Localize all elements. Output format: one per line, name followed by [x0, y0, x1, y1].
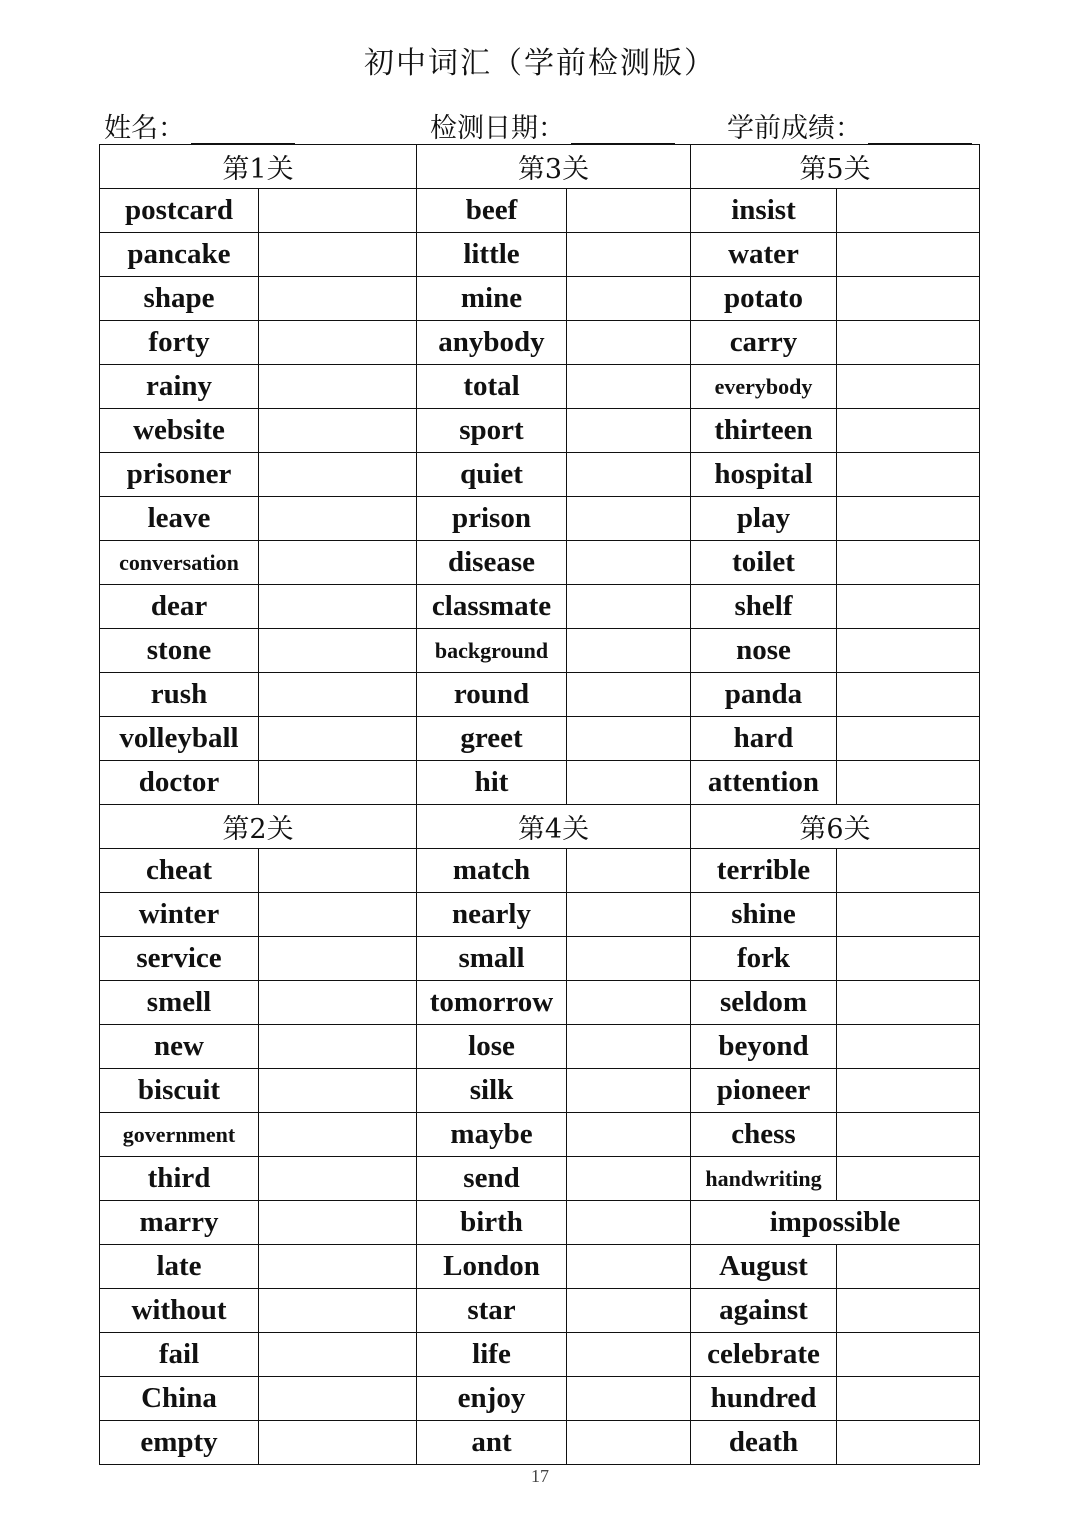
word-cell: biscuit	[100, 1069, 259, 1113]
word-cell: volleyball	[100, 717, 259, 761]
word-row	[100, 1245, 980, 1289]
answer-cell[interactable]	[567, 1069, 691, 1113]
word-row	[100, 893, 980, 937]
word-cell: classmate	[417, 585, 567, 629]
answer-cell[interactable]	[837, 1069, 980, 1113]
word-cell: rush	[100, 673, 259, 717]
word-cell: everybody	[691, 365, 837, 409]
answer-cell[interactable]	[259, 365, 417, 409]
word-row	[100, 761, 980, 805]
word-cell: marry	[100, 1201, 259, 1245]
word-cell: forty	[100, 321, 259, 365]
word-row	[100, 1201, 980, 1245]
answer-cell[interactable]	[259, 849, 417, 893]
answer-cell[interactable]	[259, 189, 417, 233]
word-cell: London	[417, 1245, 567, 1289]
word-cell: thirteen	[691, 409, 837, 453]
answer-cell[interactable]	[837, 849, 980, 893]
word-cell: carry	[691, 321, 837, 365]
word-cell: late	[100, 1245, 259, 1289]
word-row	[100, 673, 980, 717]
word-cell: shelf	[691, 585, 837, 629]
word-row	[100, 365, 980, 409]
score-blank[interactable]	[868, 113, 972, 145]
word-cell: life	[417, 1333, 567, 1377]
answer-cell[interactable]	[259, 1333, 417, 1377]
word-cell: tomorrow	[417, 981, 567, 1025]
word-cell: maybe	[417, 1113, 567, 1157]
answer-cell[interactable]	[259, 1201, 417, 1245]
answer-cell[interactable]	[837, 585, 980, 629]
answer-cell[interactable]	[837, 761, 980, 805]
answer-cell[interactable]	[837, 1289, 980, 1333]
word-row	[100, 189, 980, 233]
word-row	[100, 1333, 980, 1377]
word-row	[100, 1289, 980, 1333]
answer-cell[interactable]	[259, 321, 417, 365]
section-header-row	[100, 805, 980, 849]
word-row	[100, 1377, 980, 1421]
answer-cell[interactable]	[837, 629, 980, 673]
word-cell: death	[691, 1421, 837, 1465]
word-cell: government	[100, 1113, 259, 1157]
answer-cell[interactable]	[837, 1421, 980, 1465]
answer-cell[interactable]	[567, 1421, 691, 1465]
word-cell: ant	[417, 1421, 567, 1465]
word-row	[100, 585, 980, 629]
level-header: 第6关	[691, 805, 980, 849]
answer-cell[interactable]	[837, 321, 980, 365]
answer-cell[interactable]	[259, 981, 417, 1025]
answer-cell[interactable]	[837, 1377, 980, 1421]
score-label: 学前成绩：	[727, 113, 862, 144]
word-row	[100, 497, 980, 541]
word-cell: doctor	[100, 761, 259, 805]
word-row	[100, 409, 980, 453]
date-label: 检测日期：	[430, 113, 565, 144]
answer-cell[interactable]	[837, 1025, 980, 1069]
word-cell: beyond	[691, 1025, 837, 1069]
answer-cell[interactable]	[259, 1245, 417, 1289]
word-cell: toilet	[691, 541, 837, 585]
word-row	[100, 1069, 980, 1113]
name-label: 姓名：	[104, 113, 185, 144]
answer-cell[interactable]	[837, 1157, 980, 1201]
word-cell: hit	[417, 761, 567, 805]
answer-cell[interactable]	[837, 453, 980, 497]
answer-cell[interactable]	[567, 1289, 691, 1333]
word-row	[100, 233, 980, 277]
word-cell: August	[691, 1245, 837, 1289]
word-cell: mine	[417, 277, 567, 321]
word-cell: total	[417, 365, 567, 409]
answer-cell[interactable]	[259, 409, 417, 453]
answer-cell[interactable]	[567, 761, 691, 805]
word-row	[100, 321, 980, 365]
word-row	[100, 937, 980, 981]
word-cell: panda	[691, 673, 837, 717]
word-cell: hard	[691, 717, 837, 761]
answer-cell[interactable]	[567, 1333, 691, 1377]
answer-cell[interactable]	[567, 1113, 691, 1157]
word-cell: pioneer	[691, 1069, 837, 1113]
word-cell: hundred	[691, 1377, 837, 1421]
word-cell: against	[691, 1289, 837, 1333]
answer-cell[interactable]	[259, 1069, 417, 1113]
answer-cell[interactable]	[837, 409, 980, 453]
answer-cell[interactable]	[837, 497, 980, 541]
answer-cell[interactable]	[567, 585, 691, 629]
answer-cell[interactable]	[567, 321, 691, 365]
answer-cell[interactable]	[259, 629, 417, 673]
word-cell: postcard	[100, 189, 259, 233]
word-cell: China	[100, 1377, 259, 1421]
word-row	[100, 629, 980, 673]
section-header-row	[100, 145, 980, 189]
level-header: 第3关	[417, 145, 691, 189]
word-cell: empty	[100, 1421, 259, 1465]
word-cell: enjoy	[417, 1377, 567, 1421]
word-row	[100, 1421, 980, 1465]
word-cell: impossible	[691, 1201, 980, 1245]
word-cell: stone	[100, 629, 259, 673]
word-cell: star	[417, 1289, 567, 1333]
answer-cell[interactable]	[837, 981, 980, 1025]
word-cell: nearly	[417, 893, 567, 937]
word-cell: nose	[691, 629, 837, 673]
date-field	[430, 106, 675, 145]
answer-cell[interactable]	[259, 1025, 417, 1069]
answer-cell[interactable]	[837, 541, 980, 585]
answer-cell[interactable]	[837, 1245, 980, 1289]
answer-cell[interactable]	[259, 1421, 417, 1465]
level-header: 第4关	[417, 805, 691, 849]
word-cell: sport	[417, 409, 567, 453]
word-cell: conversation	[100, 541, 259, 585]
word-cell: round	[417, 673, 567, 717]
word-cell: celebrate	[691, 1333, 837, 1377]
level-header: 第2关	[100, 805, 417, 849]
word-cell: send	[417, 1157, 567, 1201]
word-cell: winter	[100, 893, 259, 937]
answer-cell[interactable]	[259, 893, 417, 937]
word-cell: without	[100, 1289, 259, 1333]
answer-cell[interactable]	[567, 1025, 691, 1069]
answer-cell[interactable]	[567, 893, 691, 937]
date-blank[interactable]	[571, 113, 675, 145]
word-cell: cheat	[100, 849, 259, 893]
word-cell: fork	[691, 937, 837, 981]
word-cell: new	[100, 1025, 259, 1069]
answer-cell[interactable]	[259, 233, 417, 277]
word-cell: rainy	[100, 365, 259, 409]
word-cell: birth	[417, 1201, 567, 1245]
answer-cell[interactable]	[567, 673, 691, 717]
answer-cell[interactable]	[837, 277, 980, 321]
word-cell: background	[417, 629, 567, 673]
answer-cell[interactable]	[567, 1245, 691, 1289]
word-cell: anybody	[417, 321, 567, 365]
word-cell: dear	[100, 585, 259, 629]
word-cell: small	[417, 937, 567, 981]
word-row	[100, 453, 980, 497]
answer-cell[interactable]	[567, 981, 691, 1025]
word-cell: leave	[100, 497, 259, 541]
answer-cell[interactable]	[567, 1377, 691, 1421]
word-row	[100, 717, 980, 761]
answer-cell[interactable]	[837, 189, 980, 233]
word-cell: quiet	[417, 453, 567, 497]
word-cell: little	[417, 233, 567, 277]
answer-cell[interactable]	[567, 1157, 691, 1201]
word-cell: match	[417, 849, 567, 893]
word-cell: silk	[417, 1069, 567, 1113]
answer-cell[interactable]	[259, 1289, 417, 1333]
word-cell: chess	[691, 1113, 837, 1157]
word-cell: fail	[100, 1333, 259, 1377]
answer-cell[interactable]	[567, 189, 691, 233]
word-cell: lose	[417, 1025, 567, 1069]
word-cell: service	[100, 937, 259, 981]
vocabulary-table	[99, 144, 980, 1465]
word-cell: handwriting	[691, 1157, 837, 1201]
word-cell: third	[100, 1157, 259, 1201]
word-cell: greet	[417, 717, 567, 761]
page-title: 初中词汇（学前检测版）	[364, 46, 716, 81]
answer-cell[interactable]	[567, 541, 691, 585]
word-cell: pancake	[100, 233, 259, 277]
answer-cell[interactable]	[567, 937, 691, 981]
answer-cell[interactable]	[259, 1157, 417, 1201]
answer-cell[interactable]	[259, 541, 417, 585]
word-cell: attention	[691, 761, 837, 805]
word-cell: prison	[417, 497, 567, 541]
word-cell: potato	[691, 277, 837, 321]
answer-cell[interactable]	[837, 673, 980, 717]
word-cell: shape	[100, 277, 259, 321]
answer-cell[interactable]	[259, 1113, 417, 1157]
answer-cell[interactable]	[837, 1333, 980, 1377]
answer-cell[interactable]	[259, 1377, 417, 1421]
answer-cell[interactable]	[567, 277, 691, 321]
answer-cell[interactable]	[567, 1201, 691, 1245]
word-cell: hospital	[691, 453, 837, 497]
answer-cell[interactable]	[259, 717, 417, 761]
answer-cell[interactable]	[567, 453, 691, 497]
word-row	[100, 1025, 980, 1069]
word-row	[100, 1113, 980, 1157]
name-blank[interactable]	[191, 113, 295, 145]
word-cell: terrible	[691, 849, 837, 893]
word-row	[100, 541, 980, 585]
word-row	[100, 277, 980, 321]
word-row	[100, 849, 980, 893]
answer-cell[interactable]	[837, 893, 980, 937]
page-number: 17	[531, 1466, 549, 1486]
word-row	[100, 981, 980, 1025]
answer-cell[interactable]	[567, 233, 691, 277]
name-field	[104, 106, 295, 145]
word-cell: water	[691, 233, 837, 277]
answer-cell[interactable]	[259, 937, 417, 981]
answer-cell[interactable]	[567, 849, 691, 893]
answer-cell[interactable]	[837, 1113, 980, 1157]
answer-cell[interactable]	[567, 497, 691, 541]
level-header: 第5关	[691, 145, 980, 189]
word-cell: beef	[417, 189, 567, 233]
answer-cell[interactable]	[837, 937, 980, 981]
word-cell: play	[691, 497, 837, 541]
answer-cell[interactable]	[837, 365, 980, 409]
answer-cell[interactable]	[567, 365, 691, 409]
answer-cell[interactable]	[837, 717, 980, 761]
answer-cell[interactable]	[259, 585, 417, 629]
word-cell: disease	[417, 541, 567, 585]
answer-cell[interactable]	[567, 409, 691, 453]
word-cell: prisoner	[100, 453, 259, 497]
answer-cell[interactable]	[259, 761, 417, 805]
answer-cell[interactable]	[837, 233, 980, 277]
word-cell: seldom	[691, 981, 837, 1025]
answer-cell[interactable]	[567, 629, 691, 673]
answer-cell[interactable]	[259, 497, 417, 541]
score-field	[727, 106, 972, 145]
word-cell: shine	[691, 893, 837, 937]
answer-cell[interactable]	[259, 673, 417, 717]
word-cell: smell	[100, 981, 259, 1025]
word-cell: insist	[691, 189, 837, 233]
word-cell: website	[100, 409, 259, 453]
word-row	[100, 1157, 980, 1201]
answer-cell[interactable]	[259, 277, 417, 321]
level-header: 第1关	[100, 145, 417, 189]
answer-cell[interactable]	[259, 453, 417, 497]
answer-cell[interactable]	[567, 717, 691, 761]
